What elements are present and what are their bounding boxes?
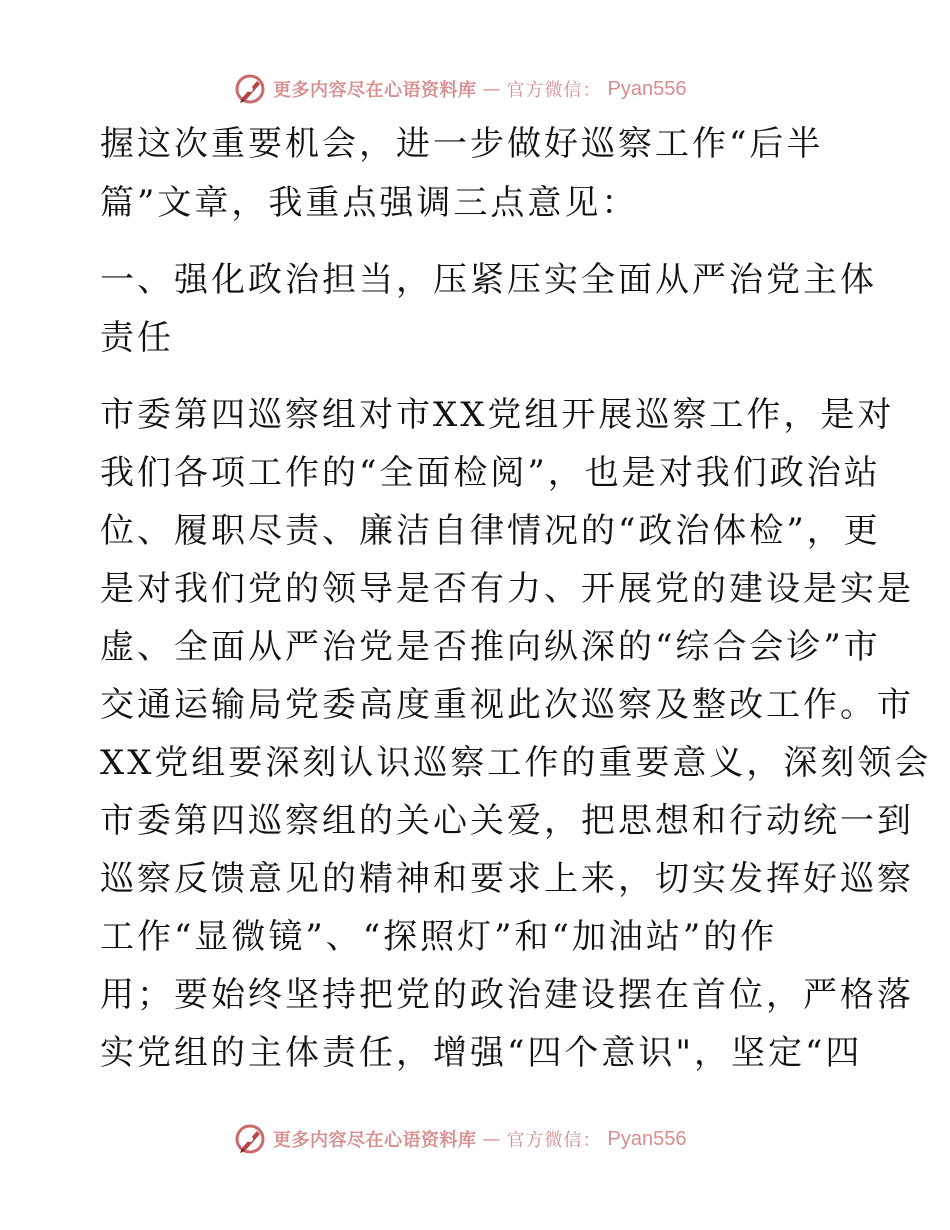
watermark-wechat-id: Pyan556 <box>607 1127 687 1150</box>
text-line: 用；要始终坚持把党的政治建设摆在首位，严格落 <box>100 975 914 1015</box>
text-line: 篇”文章，我重点强调三点意见： <box>100 183 639 223</box>
text-line: 巡察反馈意见的精神和要求上来，切实发挥好巡察 <box>100 859 914 899</box>
text-line: XX党组要深刻认识巡察工作的重要意义，深刻领会 <box>100 743 932 783</box>
watermark-wechat-id: Pyan556 <box>607 77 687 100</box>
text-line: 位、履职尽责、廉洁自律情况的“政治体检”，更 <box>100 511 881 551</box>
watermark-dash: — <box>482 78 501 100</box>
watermark-official-label: 官方微信： <box>506 1130 602 1151</box>
watermark-dash: — <box>482 1128 501 1150</box>
watermark-brand: 更多内容尽在心语资料库 <box>273 1130 477 1151</box>
text-line: 实党组的主体责任，增强“四个意识"，坚定“四 <box>100 1033 863 1073</box>
text-line: 握这次重要机会，进一步做好巡察工作“后半 <box>100 124 824 164</box>
pen-logo-icon <box>233 72 267 106</box>
text-line: 我们各项工作的“全面检阅”，也是对我们政治站 <box>100 453 881 493</box>
footer-watermark <box>233 1122 686 1156</box>
text-line: 工作“显微镜”、“探照灯”和“加油站”的作 <box>100 917 778 957</box>
text-line: 市委第四巡察组的关心关爱，把思想和行动统一到 <box>100 801 914 841</box>
watermark-official-label: 官方微信： <box>506 80 602 101</box>
header-watermark <box>233 72 686 106</box>
text-line: 市委第四巡察组对市XX党组开展巡察工作，是对 <box>100 395 895 435</box>
section-heading: 一、强化政治担当，压紧压实全面从严治党主体 <box>100 260 877 300</box>
watermark-brand: 更多内容尽在心语资料库 <box>273 80 477 101</box>
pen-logo-icon <box>233 1122 267 1156</box>
text-line: 虚、全面从严治党是否推向纵深的“综合会诊”市 <box>100 627 881 667</box>
text-line: 是对我们党的领导是否有力、开展党的建设是实是 <box>100 569 914 609</box>
text-line: 交通运输局党委高度重视此次巡察及整改工作。市 <box>100 685 914 725</box>
section-heading: 责任 <box>100 318 174 358</box>
